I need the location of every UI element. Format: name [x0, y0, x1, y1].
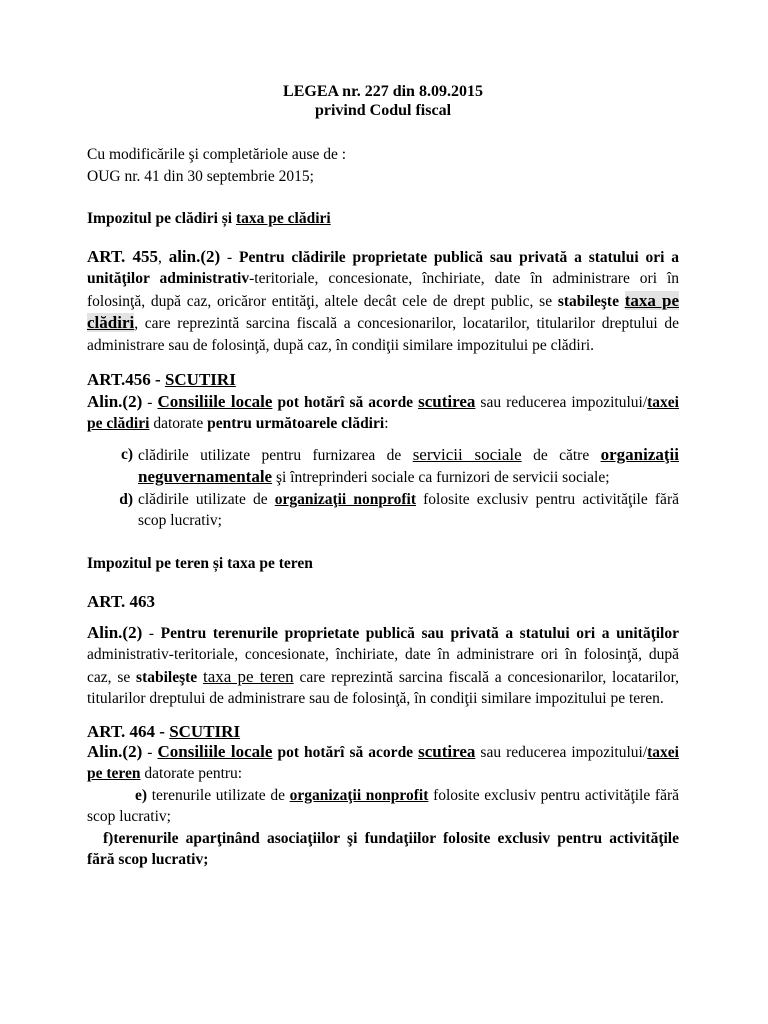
section-heading-buildings	[87, 208, 679, 230]
list-item-text	[138, 489, 679, 532]
article-455-bold-start: Pentru clădirile proprietate publică sau privată a statului ori a unităţilor administrativ	[87, 248, 679, 287]
article-464-paragraph	[87, 741, 679, 785]
article-464-t2: sau reducerea impozitului/	[475, 743, 648, 761]
list-item-text-part: de către	[521, 446, 601, 464]
list-item-label: e)	[135, 786, 148, 804]
title-line-2: privind Codul fiscal	[314, 102, 452, 119]
list-item-label: c)	[120, 445, 133, 463]
list-item-text-part: clădirile utilizate pentru furnizarea de	[138, 446, 413, 464]
article-464-heading	[87, 722, 679, 741]
article-463-tax: taxa pe teren	[202, 666, 294, 686]
article-456-list	[87, 444, 679, 532]
article-456-dash: -	[142, 393, 158, 411]
article-463-verb: stabileşte	[136, 668, 198, 686]
list-item-text	[138, 444, 679, 489]
article-464-tax: taxei pe teren	[87, 743, 679, 782]
list-item	[87, 444, 679, 489]
section-heading-buildings-text: Impozitul pe clădiri și	[87, 210, 236, 227]
article-455-space	[619, 293, 625, 310]
list-item-social-services: servicii sociale	[412, 444, 522, 464]
article-464-ref: ART. 464 -	[87, 721, 170, 741]
article-456-t5: :	[384, 415, 389, 432]
article-456-alin: Alin.(2)	[87, 391, 143, 411]
document-page	[87, 82, 679, 871]
list-item	[87, 489, 679, 532]
list-item-text-part: terenurile aparţinând asociaţiilor şi fundaţiilor folosite exclusiv pentru activităţile fără scop lucrativ;	[87, 829, 679, 868]
article-456-t2: sau reducerea impozitului/	[475, 393, 648, 411]
article-455-dash: -	[220, 248, 239, 266]
article-463-alin: Alin.(2)	[87, 622, 143, 642]
list-item-text-part: clădirile utilizate de	[138, 490, 275, 508]
list-item-ngo: organizaţii neguvernamentale	[138, 444, 679, 486]
article-456-tax: taxei pe clădiri	[87, 393, 679, 432]
article-455-verb: stabileşte	[557, 292, 619, 310]
list-item-f	[87, 828, 679, 871]
article-464-t3: datorate pentru:	[140, 765, 243, 782]
list-item-nonprofit: organizaţii nonprofit	[274, 490, 416, 508]
list-item-text-part: terenurile utilizate de	[147, 786, 290, 804]
article-463-dash: -	[142, 624, 161, 642]
document-title	[87, 82, 679, 120]
modifications-line-2: OUG nr. 41 din 30 septembrie 2015;	[87, 167, 314, 185]
article-456-title: SCUTIRI	[164, 370, 236, 389]
list-item-e	[87, 785, 679, 828]
article-464-dash: -	[142, 743, 158, 761]
article-463-paragraph	[87, 622, 679, 710]
article-455-text-2: , care reprezintă sarcina fiscală a concesionarilor, locatarilor, titularilor dreptului de administrare sau de folosinţă, după caz, în condiţii similare impozitului pe clădiri.	[87, 315, 679, 354]
article-455	[87, 246, 679, 357]
article-463-ref: ART. 463	[87, 592, 156, 611]
modifications-line-1: Cu modificările şi completăriole ause de :	[87, 146, 347, 163]
article-464-exempt: scutirea	[418, 741, 476, 761]
article-456-paragraph	[87, 391, 679, 435]
article-455-ref: ART. 455	[87, 246, 158, 266]
article-464-title: SCUTIRI	[169, 721, 241, 741]
modifications-note	[87, 144, 679, 187]
list-item-text-part: folosite exclusiv pentru activităţile fără scop lucrativ;	[87, 786, 679, 825]
article-463-bold-start: Pentru terenurile proprietate publică sau privată a statului ori a unităţilor	[160, 624, 679, 642]
article-455-text-1: -teritoriale, concesionate, închiriate, date în administrare ori în folosinţă, după caz, oricăror entităţi, altele decât cele de drept public, se	[87, 270, 680, 310]
article-464-alin: Alin.(2)	[87, 741, 143, 761]
article-464-councils: Consiliile locale	[157, 741, 273, 761]
article-456-t4: pentru următoarele clădiri	[207, 415, 385, 432]
article-464-t1: pot hotărî să acorde	[272, 743, 419, 761]
list-item-nonprofit: organizaţii nonprofit	[289, 786, 429, 804]
title-line-1: LEGEA nr. 227 din 8.09.2015	[283, 83, 483, 100]
list-item-label: d)	[119, 490, 133, 508]
article-455-highlight-tax: taxa pe clădiri	[87, 290, 679, 332]
article-455-alin: alin.(2)	[168, 246, 221, 266]
article-456-councils: Consiliile locale	[157, 391, 273, 411]
list-item-text-part: şi întreprinderi sociale ca furnizori de servicii sociale;	[272, 469, 610, 486]
article-464	[87, 722, 679, 871]
article-455-sep: ,	[157, 248, 169, 266]
article-456	[87, 369, 679, 532]
article-456-t3: datorate	[149, 415, 208, 432]
article-463-t1: administrativ-teritoriale, concesionate, închiriate, date în administrare ori în folosinţă, după caz, se	[87, 646, 679, 686]
section-heading-buildings-tax: taxa pe clădiri	[235, 210, 331, 227]
list-item-label: f)	[103, 829, 114, 847]
article-456-ref: ART.456 -	[87, 370, 165, 389]
article-456-heading	[87, 369, 679, 391]
article-463	[87, 591, 679, 710]
article-456-exempt: scutirea	[418, 391, 476, 411]
list-item-text-part: folosite exclusiv pentru activităţile fără scop lucrativ;	[138, 490, 679, 529]
section-heading-land: Impozitul pe teren și taxa pe teren	[87, 554, 313, 572]
article-456-t1: pot hotărî să acorde	[272, 393, 419, 411]
article-463-t2: care reprezintă sarcina fiscală a concesionarilor, locatarilor, titularilor dreptului de administrare sau de folosinţă, în condiţii similare impozitului pe teren.	[87, 668, 679, 707]
